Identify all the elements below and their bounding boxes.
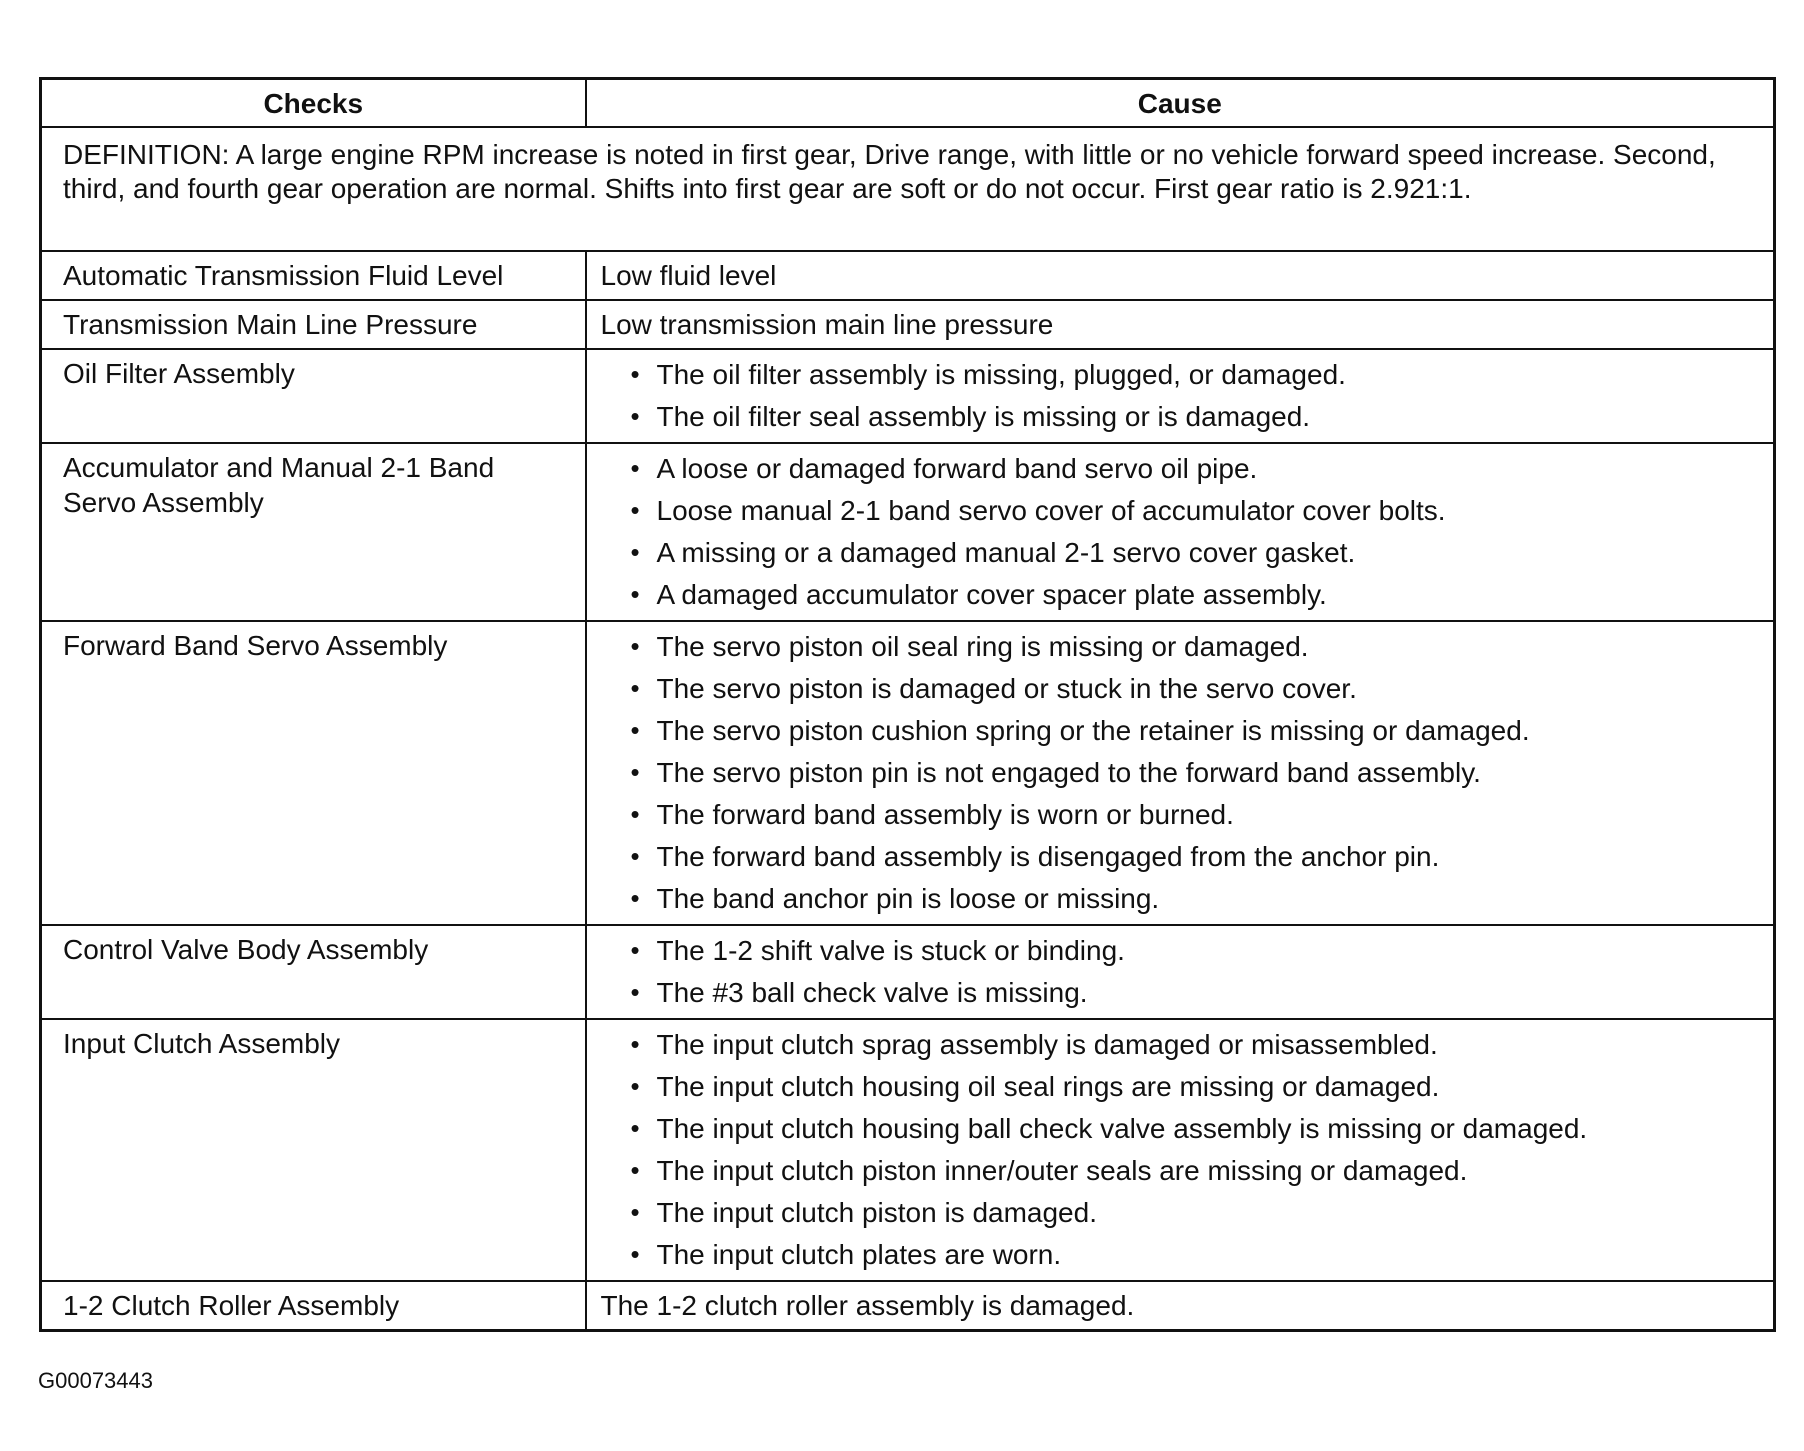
definition-text: DEFINITION: A large engine RPM increase is noted in first gear, Drive range, with little or no vehicle forward speed increase. Second, third, and fourth gear operation are normal. Shifts into first gear are soft or do not occur. First gear ratio is 2.921:1. <box>41 127 1775 251</box>
cause-cell <box>586 443 1775 621</box>
table-row <box>41 1281 1775 1331</box>
table-row <box>41 349 1775 443</box>
cause-list-item <box>631 930 1754 972</box>
bullet-icon: • <box>630 579 640 609</box>
cause-text: The input clutch housing ball check valve assembly is missing or damaged. <box>656 1113 1588 1144</box>
cause-text: The oil filter assembly is missing, plugged, or damaged. <box>656 359 1346 390</box>
cause-list-item <box>631 668 1754 710</box>
cause-list-item <box>631 1234 1754 1276</box>
cause-list-item <box>631 1024 1754 1066</box>
cause-text: The servo piston cushion spring or the retainer is missing or damaged. <box>656 715 1530 746</box>
table-row <box>41 925 1775 1019</box>
bullet-icon: • <box>630 757 640 787</box>
cause-text: A damaged accumulator cover spacer plate assembly. <box>656 579 1327 610</box>
bullet-icon: • <box>630 537 640 567</box>
table-row <box>41 621 1775 925</box>
cause-list-item <box>631 752 1754 794</box>
table-row <box>41 300 1775 349</box>
check-cell: Input Clutch Assembly <box>41 1019 586 1281</box>
check-cell: Control Valve Body Assembly <box>41 925 586 1019</box>
cause-cell: Low transmission main line pressure <box>586 300 1775 349</box>
cause-list <box>631 354 1754 438</box>
bullet-icon: • <box>630 1197 640 1227</box>
cause-list-item <box>631 574 1754 616</box>
table-row <box>41 251 1775 300</box>
cause-list-item <box>631 1192 1754 1234</box>
cause-list-item <box>631 532 1754 574</box>
cause-text: The input clutch plates are worn. <box>656 1239 1062 1270</box>
cause-text: The servo piston is damaged or stuck in the servo cover. <box>656 673 1357 704</box>
cause-text: The input clutch piston inner/outer seals are missing or damaged. <box>656 1155 1468 1186</box>
cause-list-item <box>631 972 1754 1014</box>
bullet-icon: • <box>630 673 640 703</box>
cause-text: The oil filter seal assembly is missing or is damaged. <box>656 401 1311 432</box>
bullet-icon: • <box>630 1155 640 1185</box>
bullet-icon: • <box>630 799 640 829</box>
checks-column-header: Checks <box>41 79 586 128</box>
cause-text: The servo piston oil seal ring is missing or damaged. <box>656 631 1309 662</box>
check-cell: Transmission Main Line Pressure <box>41 300 586 349</box>
cause-list-item <box>631 354 1754 396</box>
bullet-icon: • <box>630 1113 640 1143</box>
cause-list-item <box>631 794 1754 836</box>
figure-id: G00073443 <box>38 1368 153 1393</box>
header-row <box>41 79 1775 128</box>
definition-row <box>41 127 1775 251</box>
bullet-icon: • <box>630 1239 640 1269</box>
cause-text: The forward band assembly is disengaged from the anchor pin. <box>656 841 1440 872</box>
cause-cell: The 1-2 clutch roller assembly is damaged. <box>586 1281 1775 1331</box>
cause-list-item <box>631 448 1754 490</box>
cause-list-item <box>631 1150 1754 1192</box>
bullet-icon: • <box>630 841 640 871</box>
bullet-icon: • <box>630 1071 640 1101</box>
bullet-icon: • <box>630 935 640 965</box>
cause-list-item <box>631 1066 1754 1108</box>
cause-list-item <box>631 490 1754 532</box>
cause-list-item <box>631 626 1754 668</box>
cause-list-item <box>631 878 1754 920</box>
cause-text: The forward band assembly is worn or burned. <box>656 799 1234 830</box>
check-cell: Forward Band Servo Assembly <box>41 621 586 925</box>
bullet-icon: • <box>630 977 640 1007</box>
cause-list <box>631 626 1754 920</box>
cause-list-item <box>631 396 1754 438</box>
bullet-icon: • <box>630 359 640 389</box>
cause-text: The input clutch sprag assembly is damaged or misassembled. <box>656 1029 1438 1060</box>
bullet-icon: • <box>630 1029 640 1059</box>
bullet-icon: • <box>630 631 640 661</box>
table-row <box>41 443 1775 621</box>
cause-list <box>631 930 1754 1014</box>
cause-cell <box>586 621 1775 925</box>
table-row <box>41 1019 1775 1281</box>
cause-text: The input clutch housing oil seal rings are missing or damaged. <box>656 1071 1440 1102</box>
check-cell: 1-2 Clutch Roller Assembly <box>41 1281 586 1331</box>
cause-text: The input clutch piston is damaged. <box>656 1197 1097 1228</box>
cause-list-item <box>631 836 1754 878</box>
cause-list <box>631 448 1754 616</box>
check-cell: Automatic Transmission Fluid Level <box>41 251 586 300</box>
cause-text: The 1-2 shift valve is stuck or binding. <box>656 935 1125 966</box>
bullet-icon: • <box>630 453 640 483</box>
diagnostic-table <box>39 77 1776 1332</box>
cause-text: A missing or a damaged manual 2-1 servo cover gasket. <box>656 537 1356 568</box>
check-cell: Oil Filter Assembly <box>41 349 586 443</box>
cause-cell: Low fluid level <box>586 251 1775 300</box>
cause-column-header: Cause <box>586 79 1775 128</box>
table-body <box>41 127 1775 1331</box>
cause-text: The servo piston pin is not engaged to the forward band assembly. <box>656 757 1481 788</box>
cause-text: Loose manual 2-1 band servo cover of accumulator cover bolts. <box>656 495 1446 526</box>
cause-list-item <box>631 1108 1754 1150</box>
bullet-icon: • <box>630 401 640 431</box>
bullet-icon: • <box>630 495 640 525</box>
cause-list <box>631 1024 1754 1276</box>
cause-cell <box>586 1019 1775 1281</box>
check-cell: Accumulator and Manual 2-1 Band Servo Assembly <box>41 443 586 621</box>
cause-text: The #3 ball check valve is missing. <box>656 977 1088 1008</box>
cause-text: A loose or damaged forward band servo oil pipe. <box>656 453 1258 484</box>
cause-list-item <box>631 710 1754 752</box>
cause-text: The band anchor pin is loose or missing. <box>656 883 1160 914</box>
cause-cell <box>586 925 1775 1019</box>
bullet-icon: • <box>630 883 640 913</box>
bullet-icon: • <box>630 715 640 745</box>
cause-cell <box>586 349 1775 443</box>
